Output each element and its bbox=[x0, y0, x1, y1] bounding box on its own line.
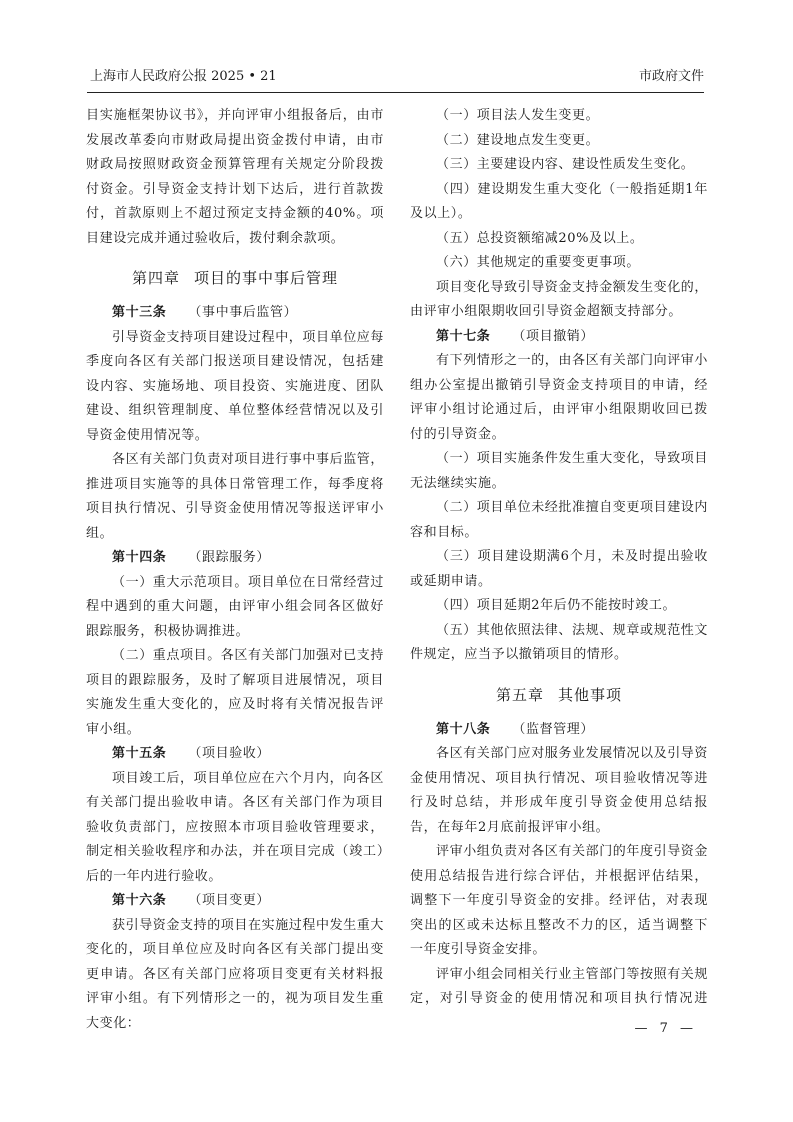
list-item: （三）主要建设内容、建设性质发生变化。 bbox=[436, 157, 695, 172]
header-divider bbox=[87, 92, 704, 93]
paragraph: 项目竣工后，项目单位应在六个月内，向各区有关部门提出验收申请。各区有关部门作为项目验收负责部门，应按照本市项目验收管理要求，制定相关验收程序和办法，并在项目完成（竣工）后的一年内进行验收。 bbox=[86, 770, 385, 884]
list-item: （五）其他依照法律、法规、规章或规范性文件规定，应当予以撤销项目的情形。 bbox=[410, 622, 709, 662]
paragraph: 引导资金支持项目建设过程中，项目单位应每季度向各区有关部门报送项目建设情况，包括建设内容、实施场地、项目投资、实施进度、团队建设、组织管理制度、单位整体经营情况以及引导资金使用情况等。 bbox=[86, 329, 385, 443]
article-heading bbox=[410, 718, 708, 743]
article-number: 第十八条 bbox=[436, 721, 491, 737]
paragraph: （一）重大示范项目。项目单位在日常经营过程中遇到的重大问题，由评审小组会同各区做好跟踪服务，积极协调推进。 bbox=[86, 574, 385, 639]
article-heading bbox=[86, 301, 384, 326]
page-number: — 7 — bbox=[634, 1021, 697, 1036]
article-number: 第十四条 bbox=[112, 550, 167, 565]
paragraph: 各区有关部门负责对项目进行事中事后监管，推进项目实施等的具体日常管理工作，每季度将项目执行情况、引导资金使用情况等报送评审小组。 bbox=[86, 452, 385, 541]
list-item: （二）建设地点发生变更。 bbox=[436, 132, 600, 148]
article-title: （项目变更） bbox=[188, 893, 271, 908]
article-title: （项目撤销） bbox=[512, 328, 595, 344]
chapter-heading bbox=[410, 674, 708, 716]
publication-title: 上海市人民政府公报 2025 • 21 bbox=[90, 69, 277, 84]
paragraph: 有下列情形之一的，由各区有关部门向评审小组办公室提出撤销引导资金支持项目的申请，经评审小组讨论通过后，由评审小组限期收回已拨付的引导资金。 bbox=[410, 353, 709, 442]
paragraph: 各区有关部门应对服务业发展情况以及引导资金使用情况、项目执行情况、项目验收情况等进行及时总结，并形成年度引导资金使用总结报告，在每年2月底前报评审小组。 bbox=[410, 746, 709, 835]
left-column bbox=[86, 104, 384, 1036]
chapter-title: 项目的事中事后管理 bbox=[194, 269, 339, 287]
list-item: （三）项目建设期满6个月，未及时提出验收或延期申请。 bbox=[410, 549, 708, 589]
article-number: 第十三条 bbox=[112, 305, 167, 320]
paragraph: 评审小组会同相关行业主管部门等按照有关规定，对引导资金的使用情况和项目执行情况进 bbox=[410, 966, 709, 1006]
list-item: （六）其他规定的重要变更事项。 bbox=[436, 255, 641, 270]
paragraph: 评审小组负责对各区有关部门的年度引导资金使用总结报告进行综合评估，并根据评估结果，调整下一年度引导资金的安排。经评估，对表现突出的区或未达标且整改不力的区，适当调整下一年度引导资金安排。 bbox=[410, 844, 709, 957]
paragraph: 获引导资金支持的项目在实施过程中发生重大变化的，项目单位应及时向各区有关部门提出变更申请。各区有关部门应将项目变更有关材料报评审小组。有下列情形之一的，视为项目发生重大变化： bbox=[86, 917, 385, 1031]
article-number: 第十七条 bbox=[436, 328, 491, 344]
paragraph: （二）重点项目。各区有关部门加强对已支持项目的跟踪服务，及时了解项目进展情况，项目实施发生重大变化的，应及时将有关情况报告评审小组。 bbox=[86, 648, 385, 737]
article-title: （监督管理） bbox=[512, 721, 595, 737]
article-number: 第十六条 bbox=[112, 893, 167, 908]
article-title: （项目验收） bbox=[188, 746, 271, 761]
list-item: （四）建设期发生重大变化（一般指延期1年及以上）。 bbox=[410, 181, 708, 221]
chapter-number: 第四章 bbox=[131, 269, 180, 287]
article-heading bbox=[410, 325, 708, 350]
article-title: （跟踪服务） bbox=[188, 550, 271, 565]
chapter-number: 第五章 bbox=[495, 685, 544, 704]
list-item: （四）项目延期2年后仍不能按时竣工。 bbox=[436, 598, 677, 613]
list-item: （一）项目实施条件发生重大变化，导致项目无法继续实施。 bbox=[410, 451, 709, 491]
section-title: 市政府文件 bbox=[638, 69, 704, 84]
paragraph: 目实施框架协议书》，并向评审小组报备后，由市发展改革委向市财政局提出资金拨付申请，由市财政局按照财政资金预算管理有关规定分阶段拨付资金。引导资金支持计划下达后，进行首款拨付，首款原则上不超过预定支持金额的40%。项目建设完成并通过验收后，拨付剩余款项。 bbox=[86, 108, 384, 246]
list-item: （二）项目单位未经批准擅自变更项目建设内容和目标。 bbox=[410, 500, 709, 540]
paragraph: 项目变化导致引导资金支持金额发生变化的，由评审小组限期收回引导资金超额支持部分。 bbox=[410, 279, 709, 319]
article-number: 第十五条 bbox=[112, 746, 167, 761]
page-header bbox=[87, 66, 706, 88]
chapter-title: 其他事项 bbox=[558, 685, 623, 704]
list-item: （五）总投资额缩减20%及以上。 bbox=[436, 230, 644, 246]
chapter-heading bbox=[86, 257, 384, 299]
article-title: （事中事后监管） bbox=[188, 305, 298, 320]
article-heading bbox=[86, 742, 384, 767]
article-heading bbox=[86, 889, 384, 914]
article-heading bbox=[86, 546, 384, 571]
list-item: （一）项目法人发生变更。 bbox=[436, 108, 600, 123]
right-column bbox=[410, 104, 708, 1012]
